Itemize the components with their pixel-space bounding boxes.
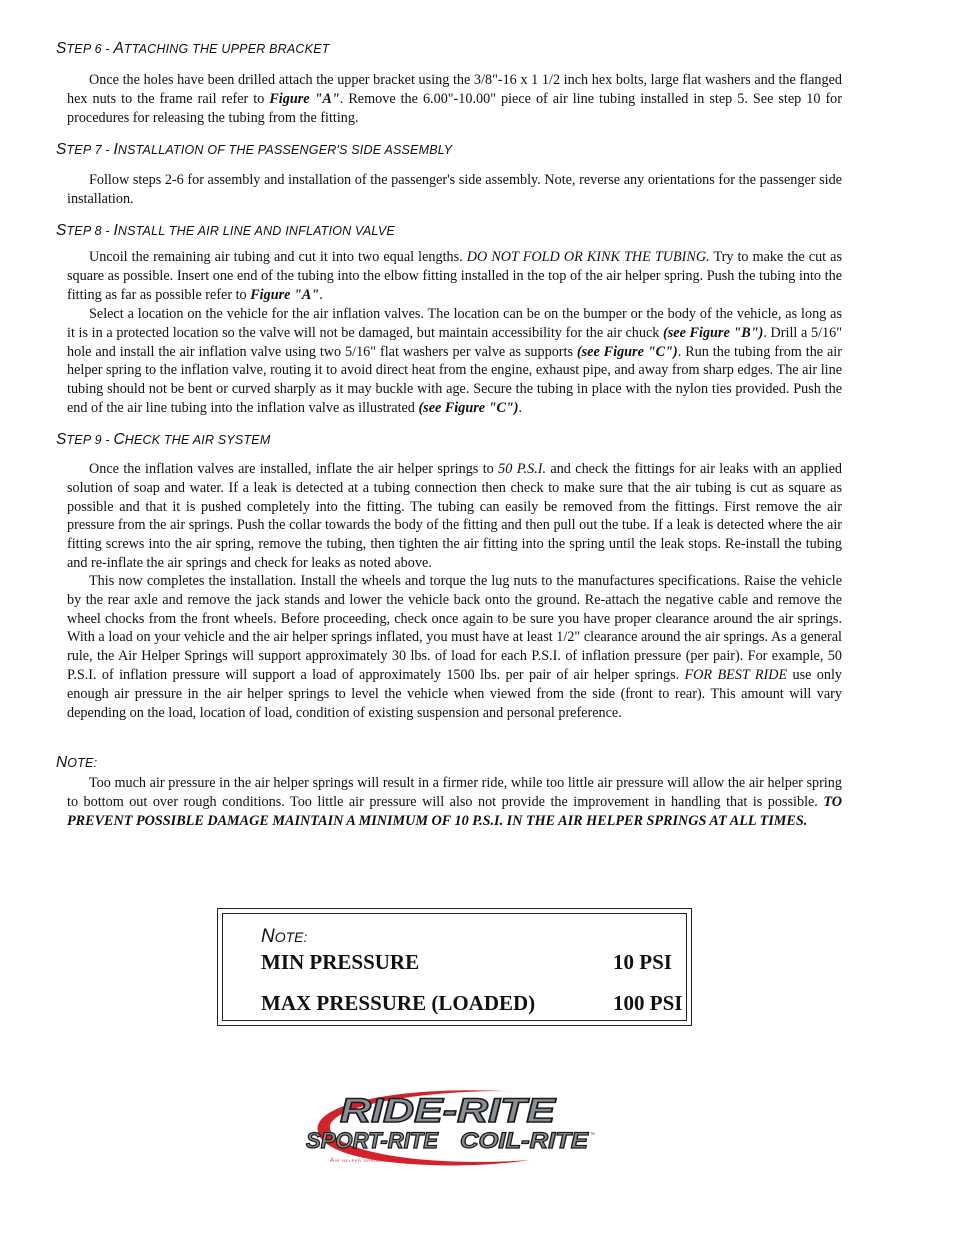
figure-reference: (see Figure "C") [418, 399, 519, 416]
note-heading: NOTE: [56, 754, 98, 771]
step6-paragraph: Once the holes have been drilled attach the upper bracket using the 3/8"-16 x 1 1/2 inch hex bolts, large flat washers and the flanged hex nuts to the frame rail refer to Figure "A". Remove the 6.00"-10.00" piece of air line tubing installed in step 5. See step 10 for procedures for releasing the tubing from the fitting. [67, 72, 842, 126]
note-box-heading: NOTE: [261, 926, 308, 947]
best-ride-text: FOR BEST RIDE [684, 666, 788, 683]
pressure-value: 50 P.S.I. [498, 461, 547, 477]
figure-reference: Figure "A" [269, 90, 340, 107]
figure-reference: Figure "A" [250, 286, 320, 303]
min-pressure-value: 10 PSI [613, 950, 672, 974]
warning-text: DO NOT FOLD OR KINK THE TUBING. [466, 249, 710, 265]
max-pressure-row [261, 991, 683, 1016]
step9-heading: STEP 9 - CHECK THE AIR SYSTEM [56, 431, 271, 448]
step9-paragraph-1: Once the inflation valves are installed, inflate the air helper springs to 50 P.S.I. and check the fittings for air leaks with an applied solution of soap and water. If a leak is detected at a tubing connection then check to make sure that the air tubing is cut as square as possible and that it is pushed completely into the fitting. The tubing can easily be removed from the fittings. First remove the air pressure from the air springs. Push the collar towards the body of the fitting and then pull out the tube. If a leak is detected where the air fitting screws into the air spring, remove the tubing, then tighten the air fitting into the spring until the leak stops. Re-install the tubing and re-inflate the air springs and check for leaks as noted above. [67, 461, 842, 571]
min-pressure-label: MIN PRESSURE [261, 950, 420, 974]
logo-coil-rite-text: COIL-RITE [460, 1128, 590, 1153]
step7-paragraph: Follow steps 2-6 for assembly and installation of the passenger's side assembly. Note, reverse any orientations for the passenger side installation. [67, 172, 842, 207]
logo-main-text: RIDE-RITE [340, 1092, 557, 1130]
max-pressure-value: 100 PSI [613, 991, 683, 1015]
logo-tagline: Air helper springs [330, 1158, 387, 1164]
max-pressure-label: MAX PRESSURE (LOADED) [261, 991, 536, 1015]
step6-heading: STEP 6 - ATTACHING THE UPPER BRACKET [56, 40, 330, 57]
note-paragraph: Too much air pressure in the air helper springs will result in a firmer ride, while too little air pressure will allow the air helper spring to bottom out over rough conditions. Too little air pressure will also not provide the improvement in handling that is possible. TO PREVENT POSSIBLE DAMAGE MAINTAIN A MINIMUM OF 10 P.S.I. IN THE AIR HELPER SPRINGS AT ALL TIMES. [67, 775, 842, 829]
pressure-note-box-inner [222, 913, 687, 1021]
step8-paragraph-1: Uncoil the remaining air tubing and cut it into two equal lengths. DO NOT FOLD OR KINK THE TUBING. Try to make the cut as square as possible. Insert one end of the tubing into the elbow fitting installed in the top of the air helper spring. Push the tubing into the fitting as far as possible refer to Figure "A". [67, 249, 842, 303]
step8-heading: STEP 8 - INSTALL THE AIR LINE AND INFLATION VALVE [56, 222, 395, 239]
step8-paragraph-2: Select a location on the vehicle for the air inflation valves. The location can be on the bumper or the body of the vehicle, as long as it is in a protected location so the valve will not be damaged, but maintain accessibility for the air chuck (see Figure "B"). Drill a 5/16" hole and install the air inflation valve using two 5/16" flat washers per valve as supports (see Figure "C"). Run the tubing from the air helper spring to the inflation valve, routing it to avoid direct heat from the engine, exhaust pipe, and away from sharp edges. The air line tubing should not be bent or curved sharply as it may buckle with age. Secure the tubing in place with the nylon ties provided. Push the end of the air line tubing into the inflation valve as illustrated (see Figure "C"). [67, 306, 842, 416]
logo-trademark: ™ [590, 1132, 595, 1138]
step7-heading: STEP 7 - INSTALLATION OF THE PASSENGER'S SIDE ASSEMBLY [56, 141, 453, 158]
min-pressure-row [261, 950, 672, 975]
logo-sport-rite-text: SPORT-RITE [306, 1128, 440, 1153]
pressure-note-box [217, 908, 692, 1026]
step9-paragraph-2: This now completes the installation. Install the wheels and torque the lug nuts to the manufactures specifications. Raise the vehicle by the rear axle and remove the jack stands and lower the vehicle back onto the ground. Re-attach the negative cable and remove the wheel chocks from the front wheels. Before proceeding, check once again to be sure you have proper clearance around the air springs. With a load on your vehicle and the air helper springs inflated, you must have at least 1/2" clearance around the air springs. As a general rule, the Air Helper Springs will support approximately 30 lbs. of load for each P.S.I. of inflation pressure (per pair). For example, 50 P.S.I. of inflation pressure will support a load of approximately 1500 lbs. per pair of air helper springs. FOR BEST RIDE use only enough air pressure in the air helper springs to level the vehicle when viewed from the side (front to rear). This amount will vary depending on the load, location of load, condition of existing suspension and personal preference. [67, 573, 842, 721]
figure-reference: (see Figure "B") [663, 324, 764, 341]
figure-reference: (see Figure "C") [576, 343, 678, 360]
ride-rite-logo [300, 1080, 600, 1170]
warning-text: TO PREVENT POSSIBLE DAMAGE MAINTAIN A MINIMUM OF 10 P.S.I. IN THE AIR HELPER SPRINGS AT ALL TIMES. [67, 793, 842, 829]
